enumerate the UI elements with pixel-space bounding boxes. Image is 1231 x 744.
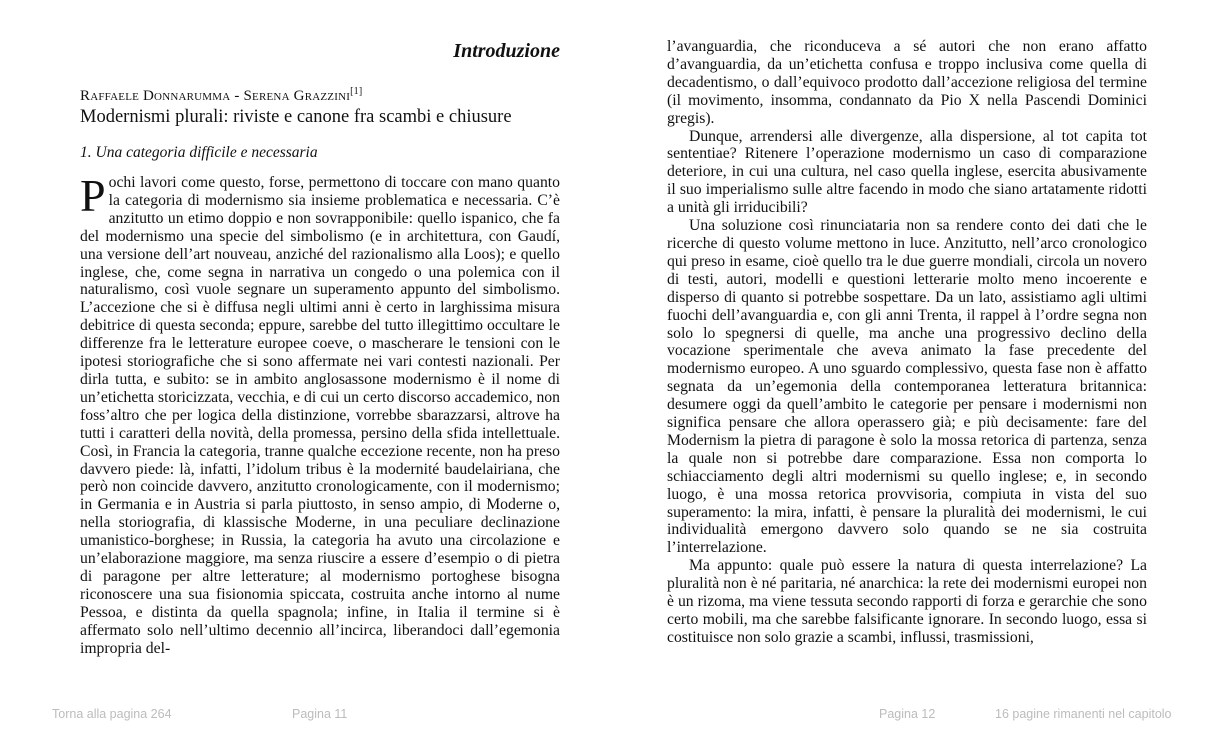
right-page-text bbox=[667, 38, 1147, 647]
left-page bbox=[80, 0, 560, 657]
footnote-link[interactable]: [1] bbox=[350, 86, 363, 97]
paragraph-text: ochi lavori come questo, forse, permettono di toccare con mano quanto la categoria di modernismo sia insieme problematica e necessaria. C’è anzitutto un etimo doppio e non sovrapponibile: quello ispanico, che fa del modernismo una specie del simbolismo (e in architettura, con Gaudí, una versione dell’art nouveau, anziché del razionalismo alla Loos); e quello inglese, che, come segna in narrativa un congedo o una polemica con il naturalismo, così vuole segnare un superamento appunto del simbolismo. L’accezione che si è diffusa negli ultimi anni è certo in larghissima misura debitrice di questa seconda; eppure, sarebbe del tutto illegittimo occultare le differenze fra le letterature europee coeve, o mascherare le tensioni con le ipotesi storiografiche che si sono affermate nei vari contesti nazionali. Per dirla tutta, e subito: se in ambito anglosassone modernismo è il nome di un’etichetta storicizzata, vecchia, e di cui un certo discorso accademico, non foss’altro che per logica della distinzione, vorrebbe sbarazzarsi, altrove ha tutti i caratteri della novità, della promessa, persino della sfida intellettuale. Così, in Francia la categoria, tranne qualche eccezione recente, non ha preso davvero piede: là, infatti, l’idolum tribus è la modernité baudelairiana, che però non coincide davvero, anzitutto cronologicamente, con il modernismo; in Germania e in Austria si parla piuttosto, in senso ampio, di Moderne o, nella storiografia, di klassische Moderne, in una peculiare declinazione umanistico-borghese; in Russia, la categoria ha avuto una circolazione e un’elaborazione maggiore, ma senza riuscire a essere d’esempio o di pietra di paragone per altre letterature; al modernismo portoghese bisogna riconoscere una sua fisionomia spiccata, costruita anche intorno al nume Pessoa, e distinta da quella spagnola; infine, in Italia il termine si è affermato solo nell’ultimo decennio all’incirca, liberandoci dall’egemonia impropria del- bbox=[80, 174, 560, 657]
right-page bbox=[667, 0, 1147, 647]
authors-text: Raffaele Donnarumma - Serena Grazzini bbox=[80, 88, 351, 104]
article-title: Modernismi plurali: riviste e canone fra scambi e chiusure bbox=[80, 107, 512, 127]
body-paragraph bbox=[80, 170, 560, 657]
page-number-left: Pagina 11 bbox=[292, 707, 348, 721]
left-page-text bbox=[80, 170, 560, 657]
section-title: 1. Una categoria difficile e necessaria bbox=[80, 144, 318, 161]
body-paragraph: Ma appunto: quale può essere la natura di questa interrelazione? La pluralità non è né paritaria, né anarchica: la rete dei modernismi europei non è un rizoma, ma viene tessuta secondo rapporti di forza e gerarchie che sono certo mobili, ma che sarebbe falsificante ignorare. In secondo luogo, essa si costituisce non solo grazie a scambi, influssi, trasmissioni, bbox=[667, 557, 1147, 646]
body-paragraph: l’avanguardia, che riconduceva a sé autori che non erano affatto d’avanguardia, da un’etichetta confusa e troppo inclusiva come quella di decadentismo, o dall’equivoco prodotto dall’accezione religiosa del termine (il movimento, insomma, condannato da Pio X nella Pascendi Dominici gregis). bbox=[667, 38, 1147, 127]
body-paragraph: Dunque, arrendersi alle divergenze, alla dispersione, al tot capita tot sententiae? Ritenere l’operazione modernismo un caso di comparazione deteriore, in cui una cultura, nel caso quella inglese, esercita abusivamente il suo imperialismo sulle altre facendo in modo che siano artatamente ridotti a unità gli irriducibili? bbox=[667, 127, 1147, 217]
article-authors bbox=[80, 86, 560, 105]
chapter-title: Introduzione bbox=[453, 40, 560, 62]
body-paragraph: Una soluzione così rinunciataria non sa rendere conto dei dati che le ricerche di questo volume mettono in luce. Anzitutto, nell’arco cronologico qui preso in esame, cioè quello tra le due guerre mondiali, circola un novero di testi, autori, modelli e questioni letterarie molto meno incoerente e disperso di quanto si potrebbe sospettare. Da un lato, assistiamo agli ultimi fuochi dell’avanguardia e, con gli anni Trenta, il rappel à l’ordre segna non solo lo spegnersi di quelle, ma anche una progressivo declino della vocazione sperimentale che aveva animato la fase precedente del modernismo europeo. A uno sguardo complessivo, questa fase non è affatto segnata da un’egemonia della contemporanea letteratura britannica: desumere oggi da quell’ambito le categorie per pensare i modernismi non significa pensare che allora operassero già; e più decisamente: fare del Modernism la pietra di paragone è solo la mossa retorica di partenza, senza la quale non si potrebbe dare comparazione. Essa non comporta lo schiacciamento degli altri modernismi su quello inglese; e, in secondo luogo, è una mossa retorica provvisoria, compiuta in vista del suo superamento: la mira, infatti, è pensare la pluralità dei modernismi, le cui individualità emergono davvero solo quando se ne sia costruita l’interrelazione. bbox=[667, 217, 1147, 557]
back-to-page-link[interactable]: Torna alla pagina 264 bbox=[52, 707, 172, 721]
page-number-right: Pagina 12 bbox=[879, 707, 936, 721]
pages-remaining-label: 16 pagine rimanenti nel capitolo bbox=[995, 707, 1172, 721]
drop-cap: P bbox=[80, 170, 106, 221]
